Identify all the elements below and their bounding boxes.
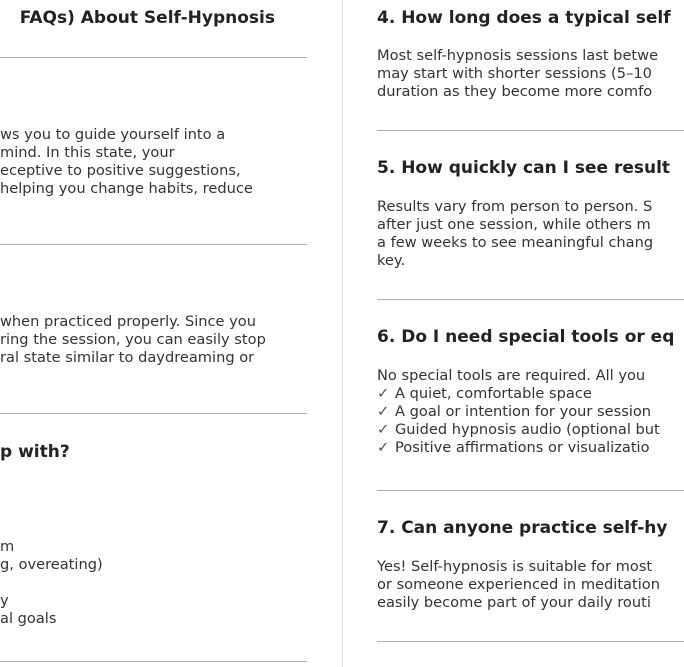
answer-line: after just one session, while others m: [377, 216, 651, 233]
right-column: [377, 0, 684, 667]
divider-line: [0, 413, 307, 414]
answer-line: No special tools are required. All you: [377, 367, 646, 384]
answer-line: y: [0, 592, 9, 609]
faq-answer-2: [0, 313, 266, 367]
divider-line: [0, 57, 307, 58]
faq-answer-5: [377, 198, 653, 270]
answer-line: Yes! Self-hypnosis is suitable for most: [377, 558, 653, 575]
answer-line: al goals: [0, 610, 57, 627]
faq-question-7-title: 7. Can anyone practice self-hy: [377, 518, 668, 538]
answer-line: helping you change habits, reduce: [0, 180, 253, 197]
answer-line: eceptive to positive suggestions,: [0, 162, 241, 179]
checkmark-icon: ✓: [377, 421, 390, 438]
faq-section-title: FAQs) About Self-Hypnosis: [19, 8, 275, 28]
answer-line: mind. In this state, your: [0, 144, 175, 161]
faq-question-6-title: 6. Do I need special tools or eq: [377, 327, 675, 347]
answer-line: key.: [377, 252, 406, 269]
answer-line: may start with shorter sessions (5–10: [377, 65, 652, 82]
checkmark-icon: ✓: [377, 385, 390, 402]
faq-answer-3: [0, 538, 103, 628]
answer-line: duration as they become more comfo: [377, 83, 653, 100]
faq-question-4-title: 4. How long does a typical self: [377, 8, 671, 28]
checklist-item-label: Positive affirmations or visualizatio: [395, 439, 650, 456]
answer-line: g, overeating): [0, 556, 103, 573]
faq-question-5-title: 5. How quickly can I see result: [377, 158, 671, 178]
divider-line: [0, 661, 307, 662]
answer-line: a few weeks to see meaningful chang: [377, 234, 654, 251]
answer-line: ws you to guide yourself into a: [0, 126, 226, 143]
answer-line: ral state similar to daydreaming or: [0, 349, 255, 366]
faq-answer-4: [377, 47, 658, 101]
answer-line: ring the session, you can easily stop: [0, 331, 266, 348]
divider-line: [377, 641, 684, 642]
checklist-item-label: A goal or intention for your session: [395, 403, 652, 420]
faq-answer-1: [0, 126, 253, 198]
faq-answer-6: [377, 367, 660, 457]
divider-line: [377, 299, 684, 300]
checklist-item: [377, 385, 660, 403]
answer-line: easily become part of your daily routi: [377, 594, 651, 611]
divider-line: [377, 490, 684, 491]
checklist-item: [377, 403, 660, 421]
checklist-item-label: A quiet, comfortable space: [395, 385, 592, 402]
answer-line: [0, 574, 103, 592]
checklist-item-label: Guided hypnosis audio (optional but: [395, 421, 660, 438]
checkmark-icon: ✓: [377, 403, 390, 420]
checklist-item: [377, 439, 660, 457]
answer-line: or someone experienced in meditation: [377, 576, 660, 593]
answer-line: Results vary from person to person. S: [377, 198, 653, 215]
answer-line: m: [0, 538, 15, 555]
faq-answer-7: [377, 558, 660, 612]
answer-line: when practiced properly. Since you: [0, 313, 256, 330]
divider-line: [0, 244, 307, 245]
left-column: [0, 0, 307, 667]
answer-line: Most self-hypnosis sessions last betwe: [377, 47, 659, 64]
faq-question-3-title: p with?: [0, 442, 70, 462]
checkmark-icon: ✓: [377, 439, 390, 456]
checklist-item: [377, 421, 660, 439]
column-divider: [342, 0, 343, 667]
divider-line: [377, 130, 684, 131]
